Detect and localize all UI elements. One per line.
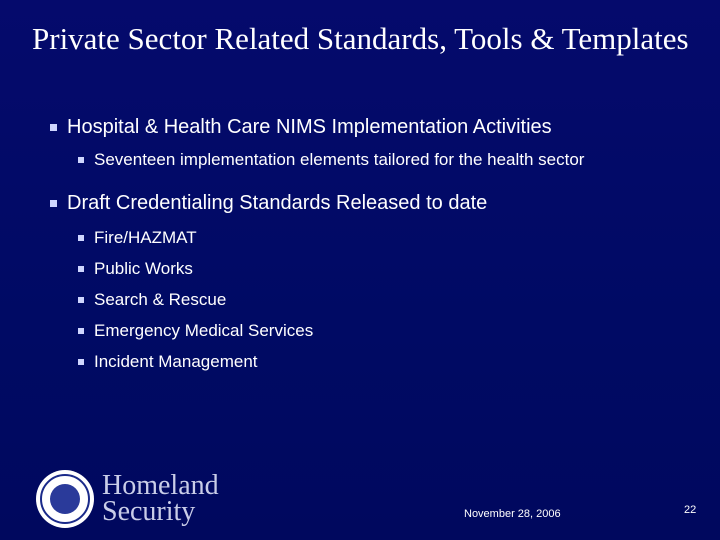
sub-bullet-text: Seventeen implementation elements tailored for the health sector [94, 150, 585, 169]
sub-bullet-text: Fire/HAZMAT [94, 228, 197, 247]
sub-bullet-item [78, 352, 258, 372]
bullet-text: Draft Credentialing Standards Released to date [67, 192, 488, 214]
sub-bullet-text: Search & Rescue [94, 290, 227, 309]
logo-wordmark [102, 470, 219, 527]
sub-bullet-text: Public Works [94, 259, 193, 278]
dhs-logo [36, 470, 219, 528]
slide-title: Private Sector Related Standards, Tools & Templates [32, 21, 689, 56]
slide-date: November 28, 2006 [464, 508, 561, 520]
sub-bullet-item [78, 290, 226, 310]
sub-bullet-marker [78, 266, 84, 272]
sub-bullet-marker [78, 157, 84, 163]
sub-bullet-marker [78, 297, 84, 303]
sub-bullet-text: Incident Management [94, 352, 258, 371]
bullet-marker [50, 200, 57, 207]
bullet-marker [50, 124, 57, 131]
sub-bullet-marker [78, 235, 84, 241]
sub-bullet-item [78, 259, 193, 279]
logo-line-2: Security [102, 496, 196, 527]
bullet-item [50, 192, 487, 215]
page-number: 22 [684, 504, 697, 516]
sub-bullet-marker [78, 328, 84, 334]
sub-bullet-marker [78, 359, 84, 365]
bullet-text: Hospital & Health Care NIMS Implementation Activities [67, 116, 552, 138]
sub-bullet-text: Emergency Medical Services [94, 321, 314, 340]
sub-bullet-item [78, 228, 197, 248]
dhs-seal-icon [36, 470, 94, 528]
sub-bullet-item [78, 321, 313, 341]
logo-line-1: Homeland [102, 470, 219, 501]
bullet-item [50, 116, 552, 139]
sub-bullet-item [78, 150, 584, 170]
